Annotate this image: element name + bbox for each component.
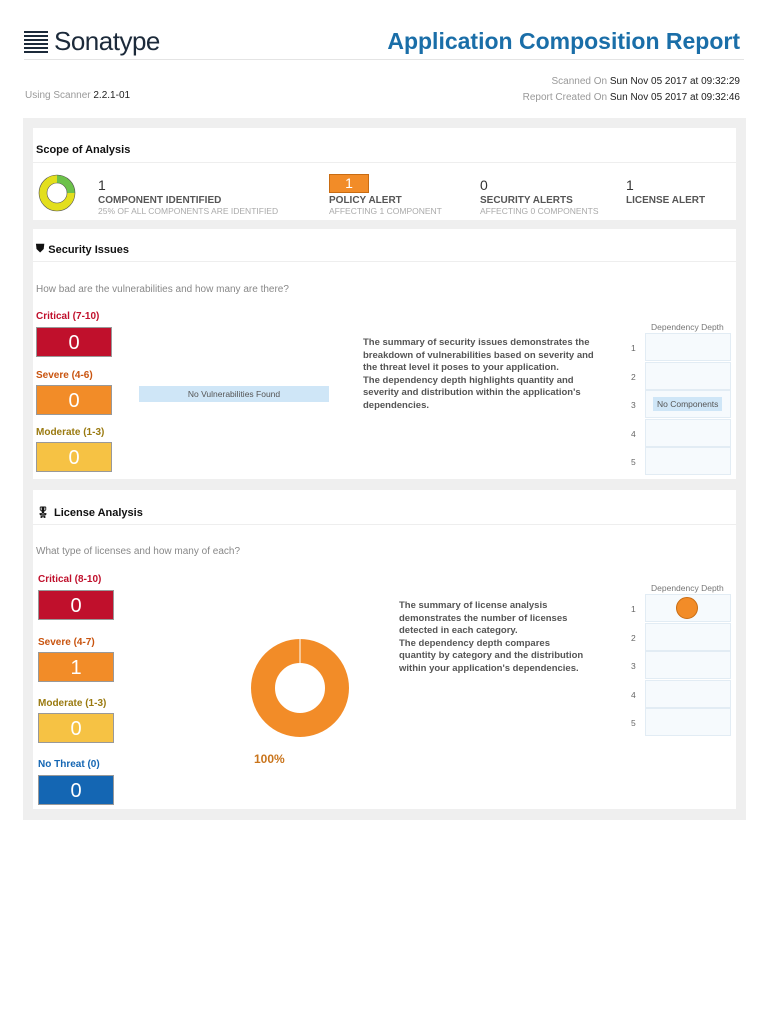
scanned-label: Scanned On (551, 76, 608, 87)
sonatype-logo-icon (24, 31, 48, 53)
license-severe-label: Severe (4-7) (38, 637, 95, 648)
license-alert-stat (626, 177, 705, 206)
license-depth-title: Dependency Depth (651, 583, 724, 593)
policy-alert-count: 1 (329, 174, 369, 193)
license-depth-num-5: 5 (631, 718, 636, 728)
policy-alert-sub: AFFECTING 1 COMPONENT (329, 206, 442, 216)
security-depth-num-2: 2 (631, 372, 636, 382)
ribbon-icon: 🎖 (36, 507, 50, 519)
security-moderate-label: Moderate (1-3) (36, 427, 105, 438)
brand-name: Sonatype (54, 26, 160, 56)
security-depth-row-3 (645, 390, 731, 418)
license-moderate-count: 0 (38, 713, 114, 743)
license-donut-percent: 100% (254, 752, 285, 766)
security-depth-num-1: 1 (631, 343, 636, 353)
components-sub: 25% OF ALL COMPONENTS ARE IDENTIFIED (98, 206, 279, 216)
security-question: How bad are the vulnerabilities and how many are there? (36, 284, 289, 295)
policy-alert-label: POLICY ALERT (329, 195, 402, 206)
license-summary-text: The summary of license analysis demonstrates the number of licenses detected in each category. (399, 600, 568, 636)
license-depth-row-5 (645, 708, 731, 736)
policy-alert-stat (329, 174, 442, 216)
license-summary-text-2: The dependency depth compares quantity by category and the distribution within your application's dependencies. (399, 637, 584, 674)
license-question: What type of licenses and how many of each? (36, 546, 241, 557)
security-panel (33, 229, 736, 479)
security-depth-row-5 (645, 447, 731, 475)
created-value: Sun Nov 05 2017 at 09:32:46 (609, 92, 740, 103)
license-panel (33, 490, 736, 809)
license-depth-num-1: 1 (631, 604, 636, 614)
license-nothreat-label: No Threat (0) (38, 759, 100, 770)
security-depth-row-2 (645, 362, 731, 390)
security-summary-text-2: The dependency depth highlights quantity and severity and distribution within the application's dependencies. (363, 374, 581, 411)
scope-panel (33, 128, 736, 220)
license-nothreat-count: 0 (38, 775, 114, 805)
license-title-text: License Analysis (53, 506, 143, 519)
license-critical-label: Critical (8-10) (38, 574, 102, 585)
security-alerts-count: 0 (480, 177, 488, 193)
security-summary-text: The summary of security issues demonstrates the breakdown of vulnerabilities based on severity and the threat level it poses to your application. (363, 337, 594, 373)
license-depth-num-4: 4 (631, 690, 636, 700)
security-alerts-stat (480, 177, 599, 216)
security-depth-num-3: 3 (631, 400, 636, 410)
created-label: Report Created On (522, 92, 608, 103)
no-components-badge: No Components (653, 397, 722, 411)
security-depth-row-4 (645, 419, 731, 447)
report-title: Application Composition Report (387, 28, 740, 54)
security-depth-title: Dependency Depth (651, 322, 724, 332)
security-severe-label: Severe (4-6) (36, 370, 93, 381)
license-depth-num-2: 2 (631, 633, 636, 643)
scanner-label: Using Scanner (25, 90, 91, 101)
components-label: COMPONENT IDENTIFIED (98, 195, 222, 206)
license-depth-dot (676, 597, 698, 619)
license-severe-count: 1 (38, 652, 114, 682)
scanner-info (25, 90, 130, 101)
security-critical-count: 0 (36, 327, 112, 357)
report-body (23, 118, 746, 820)
scan-dates (523, 74, 740, 106)
license-depth-row-4 (645, 680, 731, 708)
security-alerts-sub: AFFECTING 0 COMPONENTS (480, 206, 599, 216)
components-identified-stat (98, 177, 278, 216)
security-depth-row-1 (645, 333, 731, 361)
security-severe-count: 0 (36, 385, 112, 415)
security-moderate-count: 0 (36, 442, 112, 472)
license-depth-row-2 (645, 623, 731, 651)
scanned-value: Sun Nov 05 2017 at 09:32:29 (609, 76, 740, 87)
license-title (36, 506, 143, 519)
license-depth-row-1 (645, 594, 731, 622)
components-count: 1 (98, 177, 106, 193)
report-header (24, 22, 744, 60)
license-donut-chart (250, 638, 350, 738)
scope-title: Scope of Analysis (36, 144, 131, 156)
security-critical-label: Critical (7-10) (36, 311, 100, 322)
license-alert-count: 1 (626, 177, 634, 193)
security-depth-num-4: 4 (631, 429, 636, 439)
license-depth-num-3: 3 (631, 661, 636, 671)
scope-donut-chart (38, 174, 76, 212)
security-title-text: Security Issues (48, 243, 129, 256)
shield-icon: ⛊ (36, 243, 45, 255)
license-summary (399, 600, 589, 675)
security-alerts-label: SECURITY ALERTS (480, 195, 573, 206)
license-critical-count: 0 (38, 590, 114, 620)
sonatype-logo (24, 26, 160, 57)
license-moderate-label: Moderate (1-3) (38, 698, 107, 709)
security-depth-num-5: 5 (631, 457, 636, 467)
license-alert-label: LICENSE ALERT (626, 195, 706, 206)
security-summary (363, 337, 595, 412)
no-vulnerabilities-banner: No Vulnerabilities Found (139, 386, 329, 402)
license-depth-row-3 (645, 651, 731, 679)
scanner-version: 2.2.1-01 (93, 90, 131, 101)
security-title (36, 243, 129, 256)
